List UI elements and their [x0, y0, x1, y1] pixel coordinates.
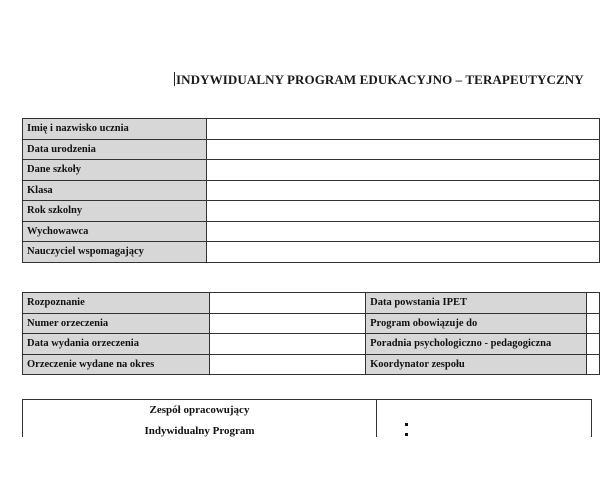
- class-field[interactable]: [207, 180, 600, 201]
- school-year-label: Rok szkolny: [23, 201, 207, 222]
- ruling-period-field[interactable]: [209, 354, 365, 375]
- class-teacher-label: Wychowawca: [23, 221, 207, 242]
- team-heading-line1: Zespół opracowujący: [149, 404, 250, 416]
- ruling-issue-date-label: Data wydania orzeczenia: [23, 334, 210, 355]
- diagnosis-info-table: [22, 292, 600, 375]
- class-label: Klasa: [23, 180, 207, 201]
- bullet-icon: [405, 423, 408, 426]
- ruling-number-field[interactable]: [209, 313, 365, 334]
- birth-date-field[interactable]: [207, 139, 600, 160]
- school-data-field[interactable]: [207, 160, 600, 181]
- ruling-period-label: Orzeczenie wydane na okres: [23, 354, 210, 375]
- table-row: [23, 180, 600, 201]
- team-members-cell[interactable]: [377, 400, 592, 443]
- program-valid-until-field[interactable]: [587, 313, 600, 334]
- birth-date-label: Data urodzenia: [23, 139, 207, 160]
- student-name-field[interactable]: [207, 119, 600, 140]
- table-row: [23, 119, 600, 140]
- counseling-center-field[interactable]: [587, 334, 600, 355]
- school-data-label: Dane szkoły: [23, 160, 207, 181]
- ruling-number-label: Numer orzeczenia: [23, 313, 210, 334]
- support-teacher-field[interactable]: [207, 242, 600, 263]
- school-year-field[interactable]: [207, 201, 600, 222]
- ipet-creation-date-field[interactable]: [587, 293, 600, 314]
- document-title: [174, 72, 584, 88]
- diagnosis-field[interactable]: [209, 293, 365, 314]
- page-bottom-area: [0, 437, 600, 480]
- table-row: [23, 400, 592, 443]
- ruling-issue-date-field[interactable]: [209, 334, 365, 355]
- team-heading-cell: [23, 400, 377, 443]
- student-info-table: [22, 118, 600, 263]
- table-row: [23, 242, 600, 263]
- bullet-icon: [405, 433, 408, 436]
- table-row: [23, 334, 600, 355]
- team-coordinator-label: Koordynator zespołu: [366, 354, 587, 375]
- ipet-creation-date-label: Data powstania IPET: [366, 293, 587, 314]
- counseling-center-label: Poradnia psychologiczno - pedagogiczna: [366, 334, 587, 355]
- document-title-text: INDYWIDUALNY PROGRAM EDUKACYJNO – TERAPEUTYCZNY: [176, 72, 584, 87]
- table-row: [23, 293, 600, 314]
- text-cursor: [174, 72, 175, 86]
- table-row: [23, 313, 600, 334]
- program-valid-until-label: Program obowiązuje do: [366, 313, 587, 334]
- diagnosis-label: Rozpoznanie: [23, 293, 210, 314]
- team-table: [22, 399, 592, 442]
- team-heading-line2: Indywidualny Program: [144, 425, 255, 437]
- table-row: [23, 354, 600, 375]
- table-row: [23, 221, 600, 242]
- table-row: [23, 160, 600, 181]
- table-row: [23, 201, 600, 222]
- table-row: [23, 139, 600, 160]
- student-name-label: Imię i nazwisko ucznia: [23, 119, 207, 140]
- team-coordinator-field[interactable]: [587, 354, 600, 375]
- support-teacher-label: Nauczyciel wspomagający: [23, 242, 207, 263]
- class-teacher-field[interactable]: [207, 221, 600, 242]
